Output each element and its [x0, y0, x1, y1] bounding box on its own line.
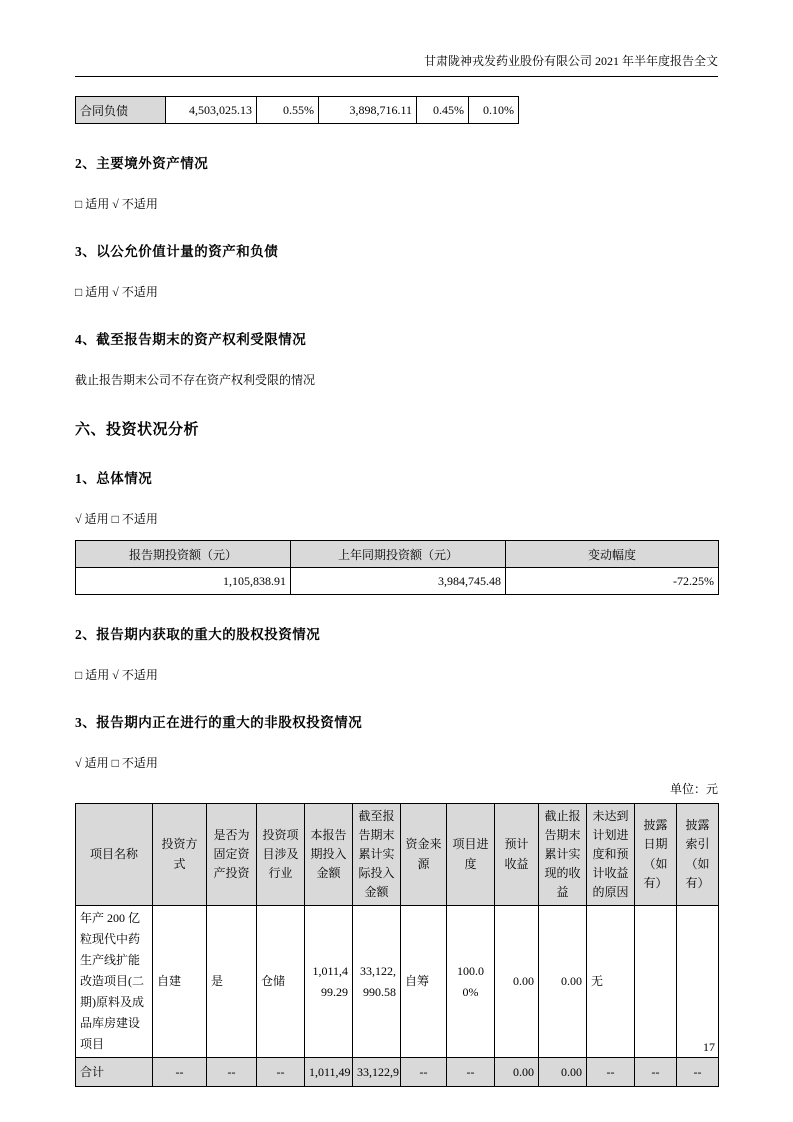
- data-cell: 4,503,025.13: [166, 97, 257, 124]
- data-cell: 自筹: [401, 906, 447, 1058]
- applicability-line: □ 适用 √ 不适用: [75, 668, 158, 682]
- data-cell: 3,898,716.11: [319, 97, 417, 124]
- document-header: [75, 52, 718, 77]
- non-equity-investment-table: [75, 803, 719, 1087]
- total-cell: 0.00: [539, 1058, 587, 1087]
- header-cell: 截止报告期末累计实现的收益: [539, 804, 587, 906]
- applicability-line: □ 适用 √ 不适用: [75, 197, 158, 211]
- header-cell: 预计收益: [495, 804, 539, 906]
- header-cell: 资金来源: [401, 804, 447, 906]
- total-cell: --: [587, 1058, 635, 1087]
- table-header-row: [76, 541, 719, 568]
- data-cell: -72.25%: [506, 568, 719, 595]
- data-cell: 无: [587, 906, 635, 1058]
- data-cell: 1,011,499.29: [305, 906, 353, 1058]
- total-cell: --: [401, 1058, 447, 1087]
- data-cell: [677, 906, 719, 1058]
- header-cell: 披露索引（如有）: [677, 804, 719, 906]
- section-heading-equity-investment: 2、报告期内获取的重大的股权投资情况: [75, 627, 321, 642]
- table-header-row: [76, 804, 719, 906]
- table-row: [76, 568, 719, 595]
- applicability-line: √ 适用 □ 不适用: [75, 756, 158, 770]
- applicability-line: √ 适用 □ 不适用: [75, 512, 158, 526]
- document-title: 甘肃陇神戎发药业股份有限公司 2021 年半年度报告全文: [423, 54, 718, 68]
- total-cell: 0.00: [495, 1058, 539, 1087]
- data-cell: 0.00: [495, 906, 539, 1058]
- total-cell: 1,011,49: [305, 1058, 353, 1087]
- section-heading-overseas-assets: 2、主要境外资产情况: [75, 156, 209, 171]
- table-row-project: [76, 906, 719, 1058]
- data-cell: 是: [207, 906, 257, 1058]
- total-cell: --: [677, 1058, 719, 1087]
- data-cell: 3,984,745.48: [291, 568, 506, 595]
- data-cell: 仓储: [257, 906, 305, 1058]
- data-cell: 100.00%: [447, 906, 495, 1058]
- header-cell: 上年同期投资额（元）: [291, 541, 506, 568]
- contract-liabilities-table: [75, 96, 519, 124]
- row-label: 合同负债: [76, 97, 166, 124]
- header-cell: 是否为固定资产投资: [207, 804, 257, 906]
- header-cell: 报告期投资额（元）: [76, 541, 291, 568]
- header-cell: 投资方式: [153, 804, 207, 906]
- total-cell: --: [257, 1058, 305, 1087]
- header-cell: 投资项目涉及行业: [257, 804, 305, 906]
- total-cell: --: [153, 1058, 207, 1087]
- section-body-text: 截止报告期末公司不存在资产权利受限的情况: [75, 373, 316, 387]
- section-heading-restricted-rights: 4、截至报告期末的资产权利受限情况: [75, 332, 307, 347]
- table-row-total: [76, 1058, 719, 1087]
- header-cell: 未达到计划进度和预计收益的原因: [587, 804, 635, 906]
- unit-label: 单位：元: [669, 782, 718, 796]
- data-cell: 自建: [153, 906, 207, 1058]
- data-cell: 0.00: [539, 906, 587, 1058]
- header-cell: 截至报告期末累计实际投入金额: [353, 804, 401, 906]
- section-heading-investment-analysis: 六、投资状况分析: [75, 422, 200, 438]
- overall-investment-table: [75, 540, 719, 595]
- section-heading-overall: 1、总体情况: [75, 471, 153, 486]
- total-cell: --: [207, 1058, 257, 1087]
- total-cell: 33,122,9: [353, 1058, 401, 1087]
- page-number: 17: [703, 1040, 715, 1054]
- section-heading-non-equity-investment: 3、报告期内正在进行的重大的非股权投资情况: [75, 715, 363, 730]
- header-cell: 披露日期（如有）: [635, 804, 677, 906]
- data-cell: 33,122,990.58: [353, 906, 401, 1058]
- total-label: 合计: [76, 1058, 153, 1087]
- data-cell: 0.45%: [417, 97, 469, 124]
- data-cell-project-name: 年产 200 亿粒现代中药生产线扩能改造项目(二期)原料及成品库房建设项目: [76, 906, 153, 1058]
- header-cell: 项目进度: [447, 804, 495, 906]
- data-cell: [635, 906, 677, 1058]
- table-row: [76, 97, 519, 124]
- total-cell: --: [635, 1058, 677, 1087]
- total-cell: --: [447, 1058, 495, 1087]
- data-cell: 1,105,838.91: [76, 568, 291, 595]
- header-cell: 变动幅度: [506, 541, 719, 568]
- section-heading-fair-value: 3、以公允价值计量的资产和负债: [75, 244, 279, 259]
- header-cell: 本报告期投入金额: [305, 804, 353, 906]
- header-cell: 项目名称: [76, 804, 153, 906]
- data-cell: 0.55%: [257, 97, 319, 124]
- data-cell: 0.10%: [469, 97, 519, 124]
- applicability-line: □ 适用 √ 不适用: [75, 285, 158, 299]
